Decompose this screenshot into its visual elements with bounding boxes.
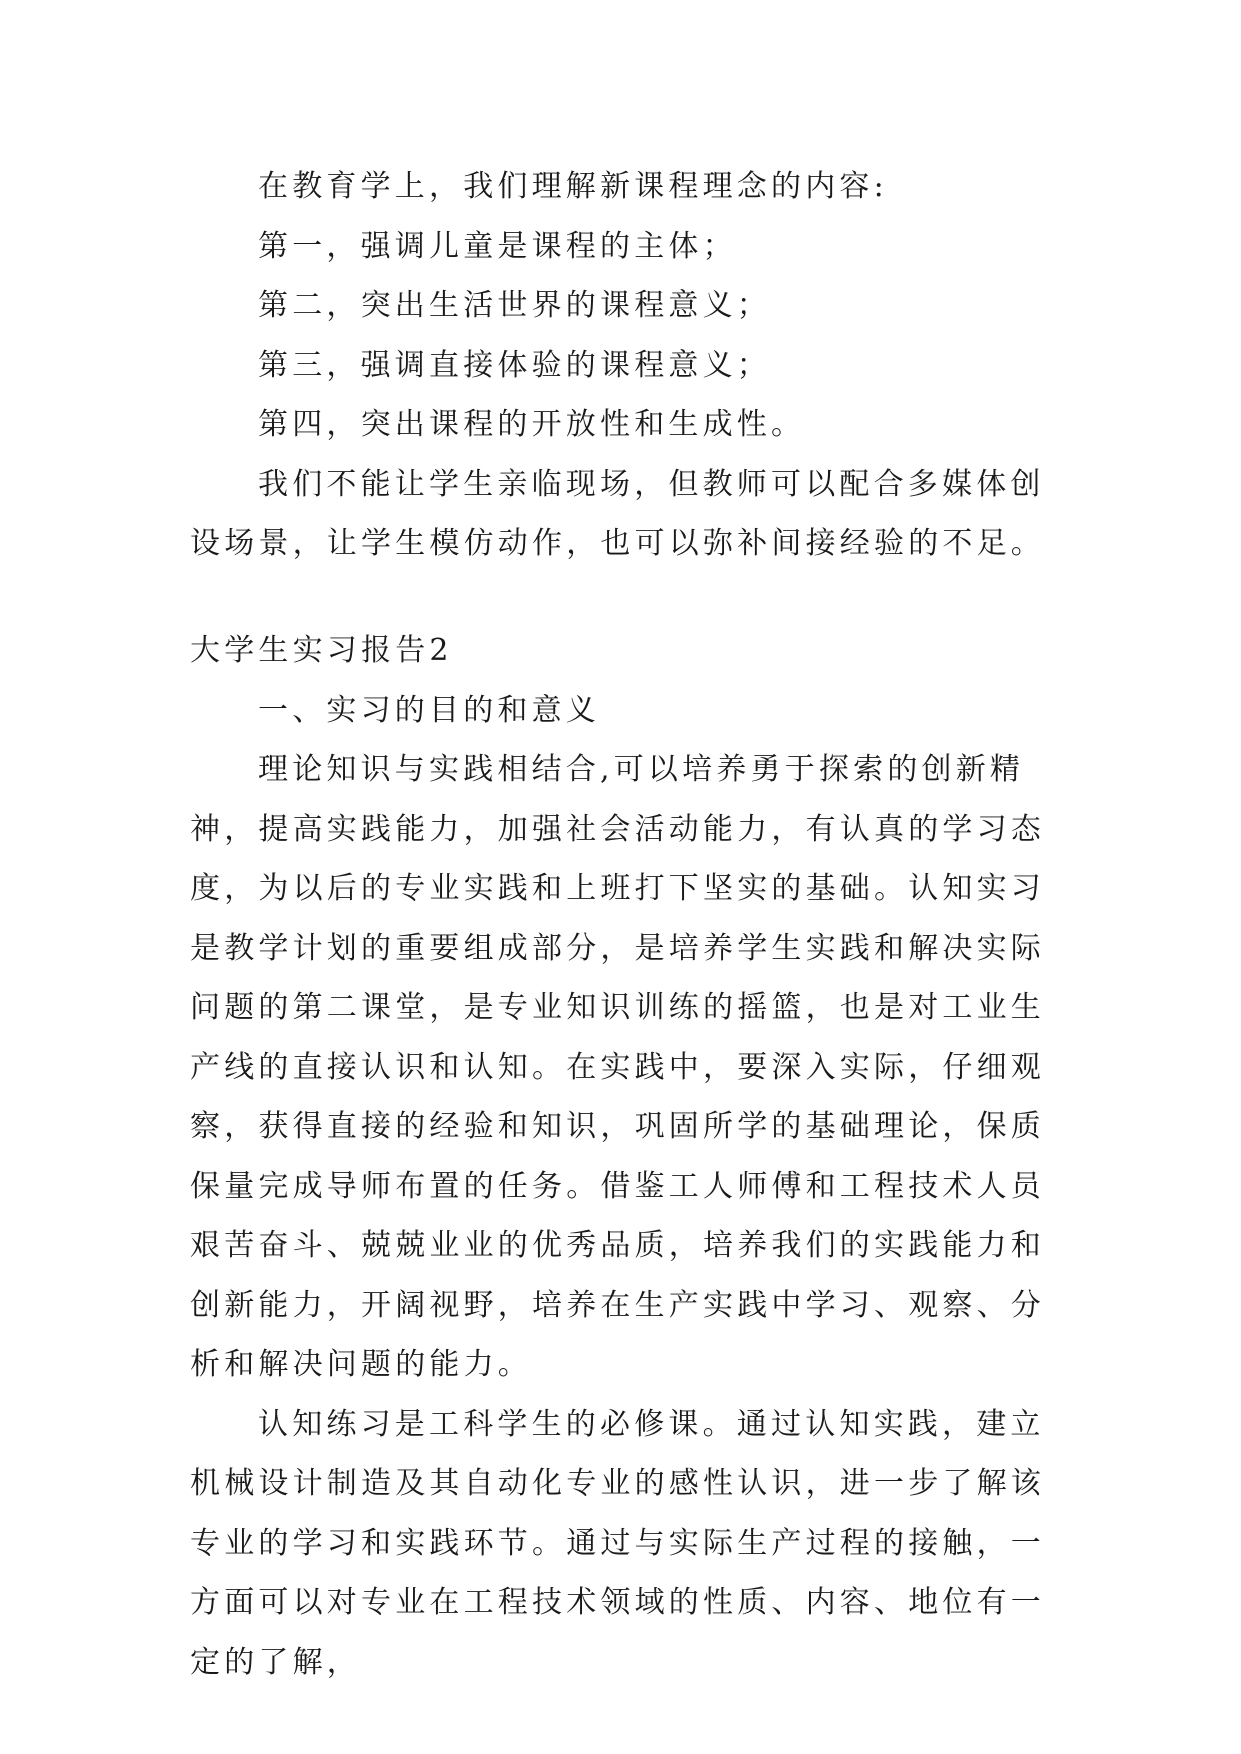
point-four: 第四，突出课程的开放性和生成性。 [258, 407, 806, 442]
intro-paragraph: 在教育学上，我们理解新课程理念的内容: [258, 169, 888, 204]
internship-report-section [190, 621, 1052, 1692]
body-paragraph: 认知练习是工科学生的必修课。通过认知实践，建立机械设计制造及其自动化专业的感性认识，进一步了解该专业的学习和实践环节。通过与实际生产过程的接触，一方面可以对专业在工程技术领域的性质、内容、地位有一定的了解， [190, 1406, 1045, 1680]
point-two: 第二，突出生活世界的课程意义； [258, 288, 771, 323]
point-three: 第三，强调直接体验的课程意义； [258, 347, 771, 383]
curriculum-concept-section [190, 157, 1052, 574]
report-title: 大学生实习报告2 [190, 633, 453, 668]
closing-paragraph: 我们不能让学生亲临现场，但教师可以配合多媒体创设场景，让学生模仿动作，也可以弥补间接经验的不足。 [190, 466, 1045, 561]
body-paragraph: 理论知识与实践相结合,可以培养勇于探索的创新精神，提高实践能力，加强社会活动能力，有认真的学习态度，为以后的专业实践和上班打下坚实的基础。认知实习是教学计划的重要组成部分，是培养学生实践和解决实际问题的第二课堂，是专业知识训练的摇篮，也是对工业生产线的直接认识和认知。在实践中，要深入实际，仔细观察，获得直接的经验和知识，巩固所学的基础理论，保质保量完成导师布置的任务。借鉴工人师傅和工程技术人员艰苦奋斗、兢兢业业的优秀品质，培养我们的实践能力和创新能力，开阔视野，培养在生产实践中学习、观察、分析和解决问题的能力。 [190, 752, 1045, 1382]
point-one: 第一，强调儿童是课程的主体； [258, 228, 737, 264]
report-heading: 一、实习的目的和意义 [258, 692, 600, 728]
